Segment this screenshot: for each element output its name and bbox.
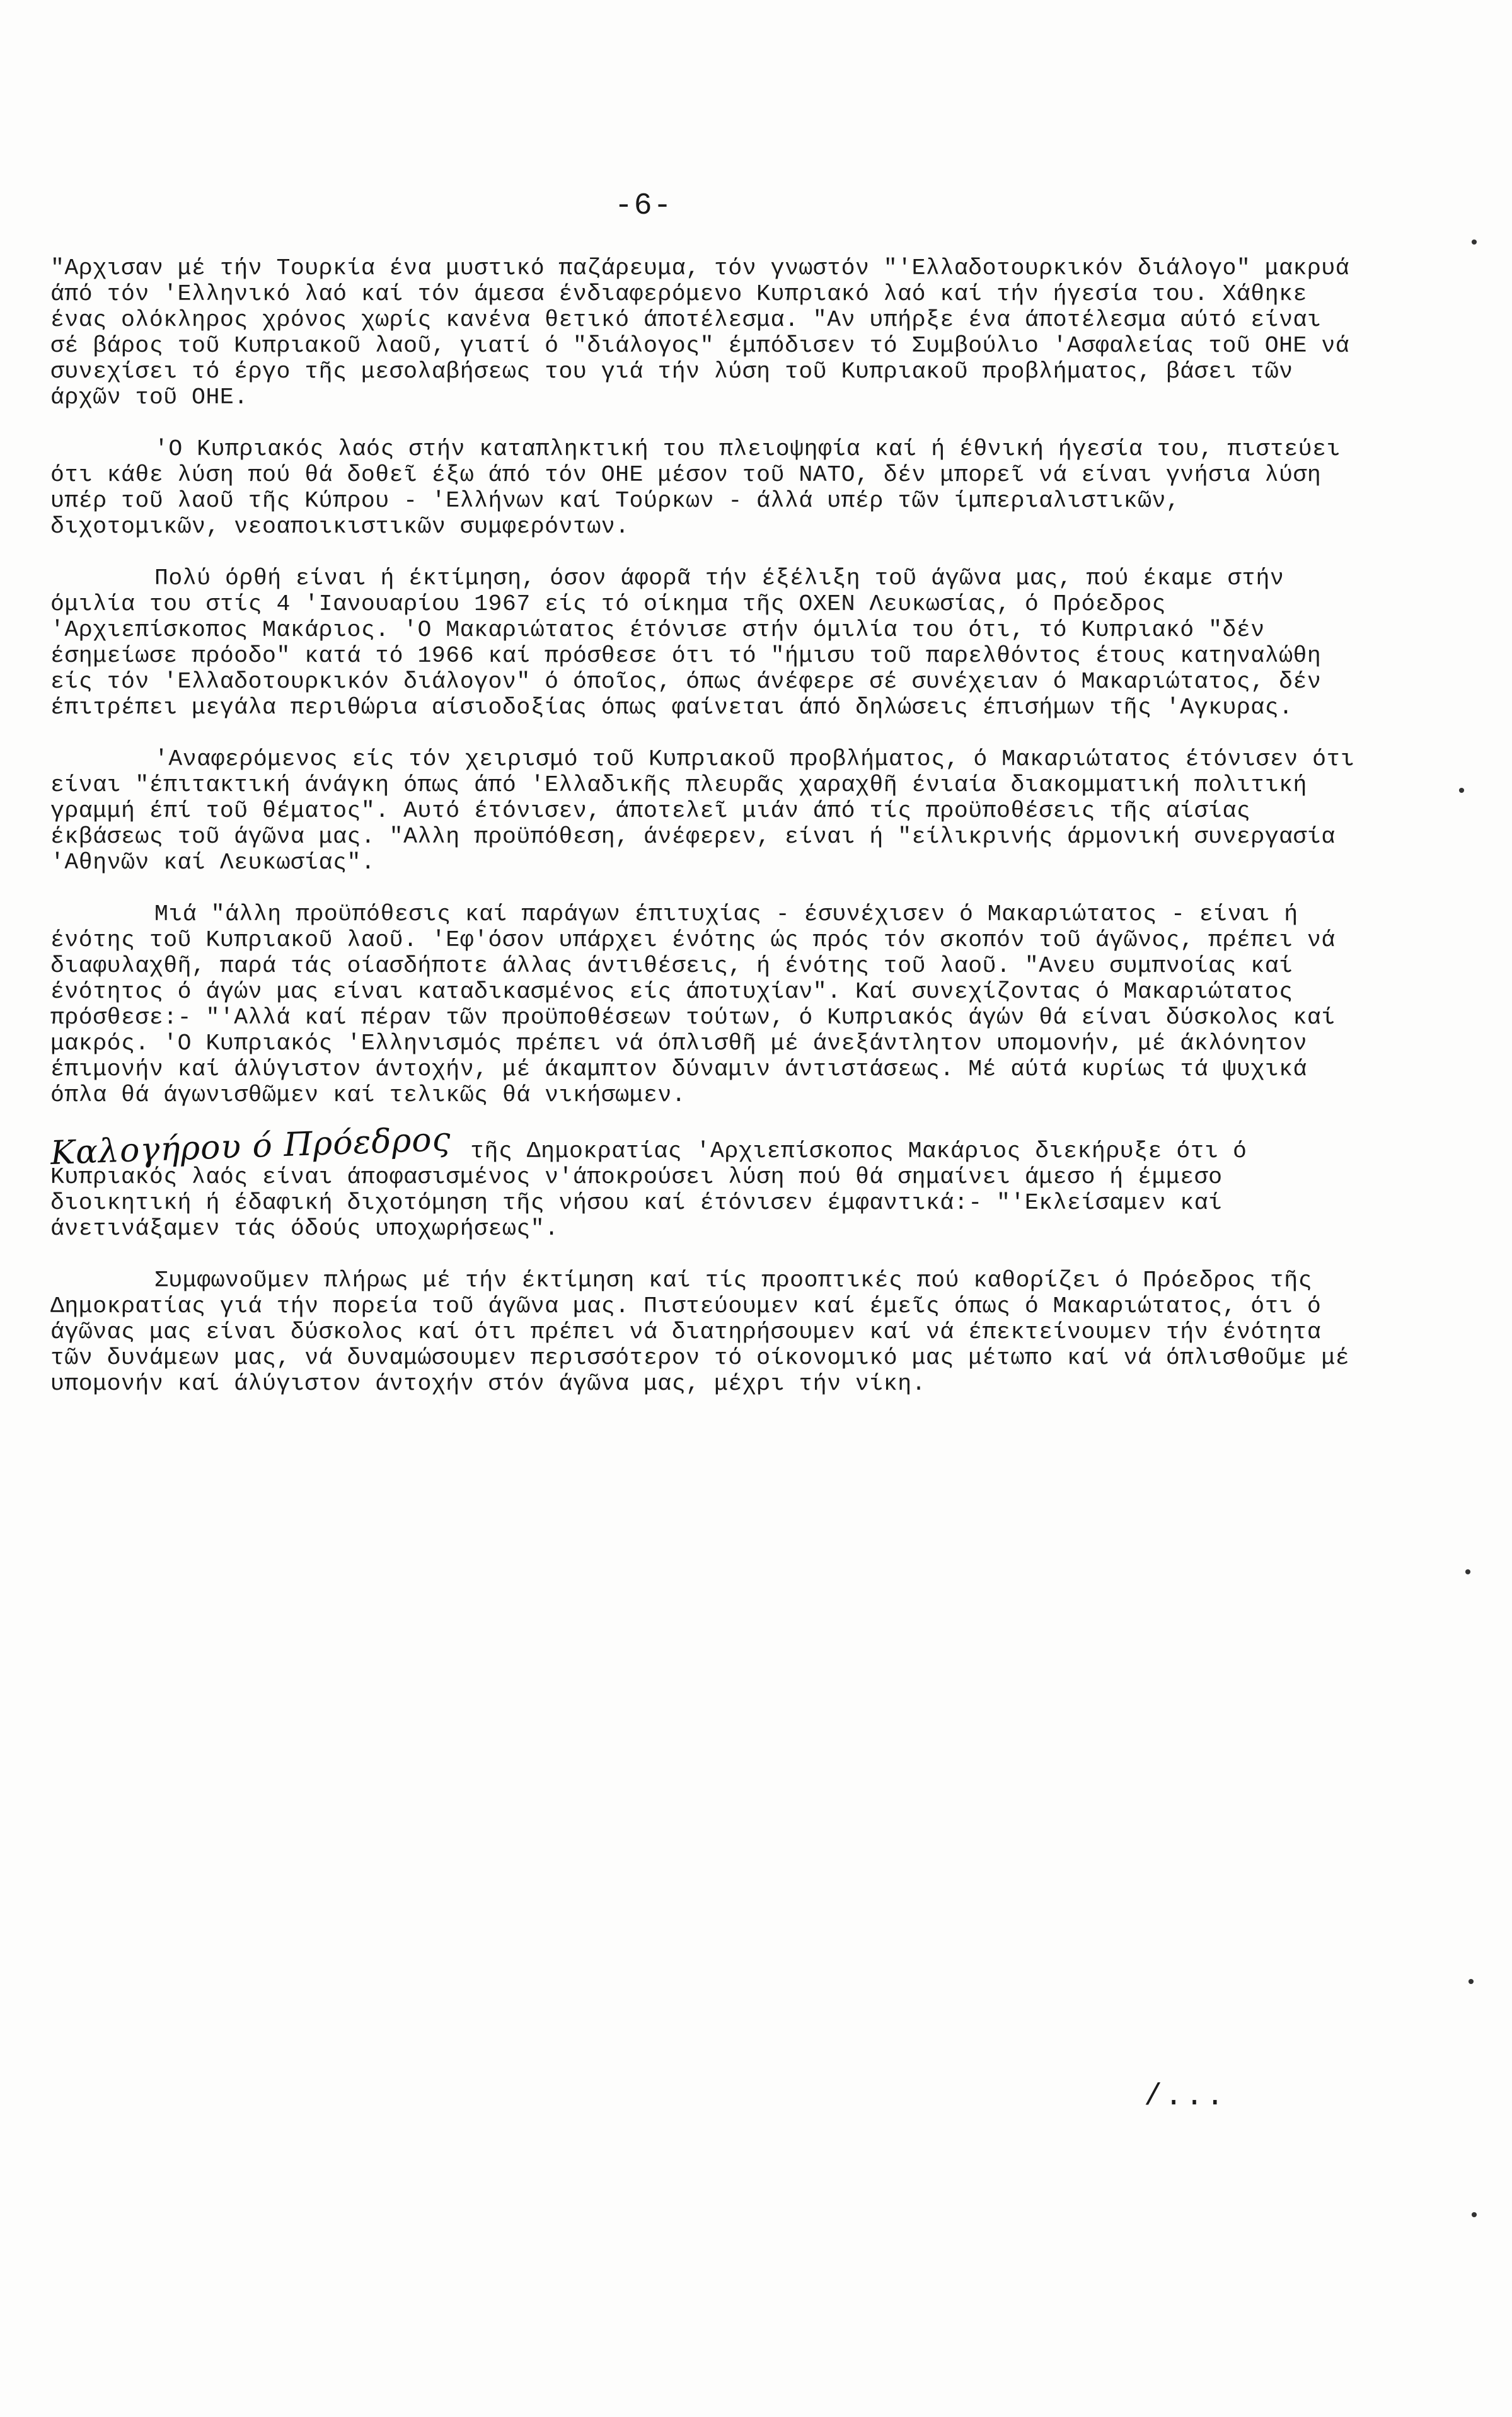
page-number: -6- [615,189,673,223]
document-body [50,255,1355,1397]
paragraph-7: Συμφωνοῦμεν πλήρως μέ τήν έκτίμηση καί τίς προοπτικές πού καθορίζει ό Πρόεδρος τῆς Δημοκρατίας γιά τήν πορεία τοῦ άγῶνα μας. Πιστεύουμεν καί έμεῖς όπως ό Μακαριώτατος, ότι ό άγῶνας μας είναι δύσκολος καί ότι πρέπει νά διατηρήσουμεν καί νά έπεκτείνουμεν τήν ένότητα τῶν δυνάμεων μας, νά δυναμώσουμεν περισσότερον τό οίκονομικό μας μέτωπο καί νά όπλισθοῦμε μέ υπομονήν καί άλύγιστον άντοχήν στόν άγῶνα μας, μέχρι τήν νίκη. [50,1267,1350,1397]
margin-speck: • [1462,1563,1474,1584]
paragraph-4: 'Αναφερόμενος είς τόν χειρισμό τοῦ Κυπριακοῦ προβλήματος, ό Μακαριώτατος έτόνισεν ότι είναι "έπιτακτική άνάγκη όπως άπό 'Ελλαδικῆς πλευρᾶς χαραχθῆ ένιαία διακομματική πολιτική γραμμή έπί τοῦ θέματος". Αυτό έτόνισεν, άποτελεῖ μιάν άπό τίς προϋποθέσεις τῆς αίσίας έκβάσεως τοῦ άγῶνα μας. "Αλλη προϋπόθεση, άνέφερεν, είναι ή "είλικρινής άρμονική συνεργασία 'Αθηνῶν καί Λευκωσίας". [50,746,1355,875]
margin-speck: • [1469,233,1480,255]
margin-speck: • [1456,782,1468,803]
paragraph-6 [50,1120,1355,1242]
paragraph-2: 'Ο Κυπριακός λαός στήν καταπληκτική του πλειοψηφία καί ή έθνική ήγεσία του, πιστεύει ότι κάθε λύση πού θά δοθεῖ έξω άπό τόν ΟΗΕ μέσον τοῦ ΝΑΤΟ, δέν μπορεῖ νά είναι γνήσια λύση υπέρ τοῦ λαοῦ τῆς Κύπρου - 'Ελλήνων καί Τούρκων - άλλά υπέρ τῶν ίμπεριαλιστικῶν, διχοτομικῶν, νεοαποικιστικῶν συμφερόντων. [50,436,1341,539]
margin-speck: • [1469,2206,1480,2227]
paragraph-3: Πολύ όρθή είναι ή έκτίμηση, όσον άφορᾶ τήν έξέλιξη τοῦ άγῶνα μας, πού έκαμε στήν όμιλία του στίς 4 'Ιανουαρίου 1967 είς τό οίκημα τῆς ΟΧΕΝ Λευκωσίας, ό Πρόεδρος 'Αρχιεπίσκοπος Μακάριος. 'Ο Μακαριώτατος έτόνισε στήν όμιλία του ότι, τό Κυπριακό "δέν έσημείωσε πρόοδο" κατά τό 1966 καί πρόσθεσε ότι τό "ήμισυ τοῦ παρελθόντος έτους κατηναλώθη είς τόν 'Ελλαδοτουρκικόν διάλογον" ό όποῖος, όπως άνέφερε σέ συνέχειαν ό Μακαριώτατος, δέν έπιτρέπει μεγάλα περιθώρια αίσιοδοξίας όπως φαίνεται άπό δηλώσεις έπισήμων τῆς 'Αγκυρας. [50,565,1322,720]
paragraph-1: "Αρχισαν μέ τήν Τουρκία ένα μυστικό παζάρευμα, τόν γνωστόν "'Ελλαδοτουρκικόν διάλογο" μακρυά άπό τόν 'Ελληνικό λαό καί τόν άμεσα ένδιαφερόμενο Κυπριακό λαό καί τήν ήγεσία του. Χάθηκε ένας ολόκληρος χρόνος χωρίς κανένα θετικό άποτέλεσμα. "Αν υπήρξε ένα άποτέλεσμα αύτό είναι σέ βάρος τοῦ Κυπριακοῦ λαοῦ, γιατί ό "διάλογος" έμπόδισεν τό Συμβούλιο 'Ασφαλείας τοῦ ΟΗΕ νά συνεχίσει τό έργο τῆς μεσολαβήσεως του γιά τήν λύση τοῦ Κυπριακοῦ προβλήματος, βάσει τῶν άρχῶν τοῦ ΟΗΕ. [50,255,1350,410]
handwritten-annotation: Καλογήρου ό Πρόεδρος [50,1120,452,1173]
paragraph-6-text: τῆς Δημοκρατίας 'Αρχιεπίσκοπος Μακάριος διεκήρυξε ότι ό Κυπριακός λαός είναι άποφασισμένος ν'άποκρούσει λύση πού θά σημαίνει άμεσο ή έμμεσο διοικητική ή έδαφική διχοτόμηση τῆς νήσου καί έτόνισεν έμφαντικά:- "'Εκλείσαμεν καί άνετινάξαμεν τάς όδούς υποχωρήσεως". [50,1138,1247,1242]
continuation-mark: /... [1144,2080,1227,2114]
paragraph-5: Μιά "άλλη προϋπόθεσις καί παράγων έπιτυχίας - έσυνέχισεν ό Μακαριώτατος - είναι ή ένότης τοῦ Κυπριακοῦ λαοῦ. 'Εφ'όσον υπάρχει ένότης ώς πρός τόν σκοπόν τοῦ άγῶνος, πρέπει νά διαφυλαχθῆ, παρά τάς οίασδήποτε άλλας άντιθέσεις, ή ένότης τοῦ λαοῦ. "Ανευ συμπνοίας καί ένότητος ό άγών μας είναι καταδικασμένος είς άποτυχίαν". Καί συνεχίζοντας ό Μακαριώτατος πρόσθεσε:- "'Αλλά καί πέραν τῶν προϋποθέσεων τούτων, ό Κυπριακός άγών θά είναι δύσκολος καί μακρός. 'Ο Κυπριακός 'Ελληνισμός πρέπει νά όπλισθῆ μέ άνεξάντλητον υπομονήν, μέ άκλόνητον έπιμονήν καί άλύγιστον άντοχήν, μέ άκαμπτον δύναμιν άντιστάσεως. Μέ αύτά κυρίως τά ψυχικά όπλα θά άγωνισθῶμεν καί τελικῶς θά νικήσωμεν. [50,901,1336,1108]
margin-speck: • [1465,1973,1477,1994]
